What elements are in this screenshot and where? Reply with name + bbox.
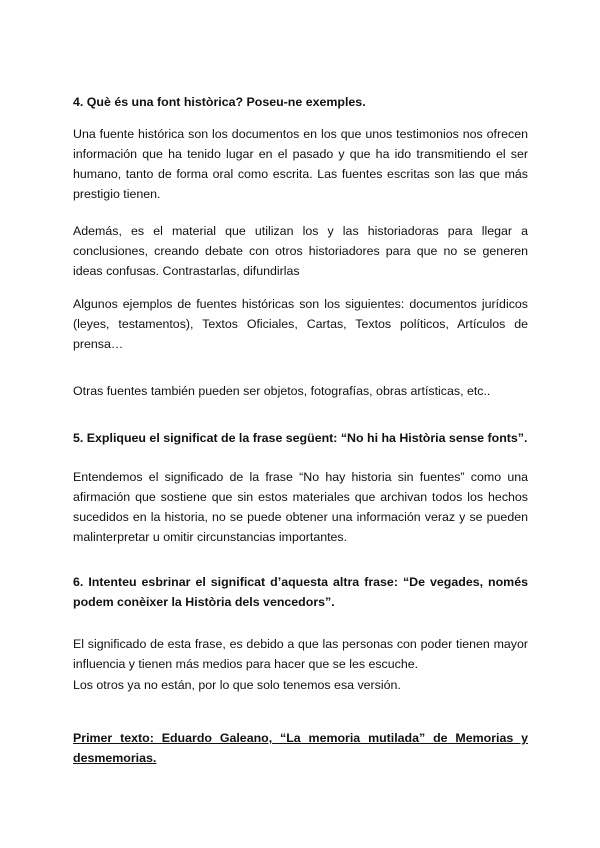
question-4-paragraph-3: Algunos ejemplos de fuentes históricas son los siguientes: documentos jurídicos (leyes, testamentos), Textos Oficiales, Cartas, Textos políticos, Artículos de prensa… <box>73 297 528 351</box>
question-6-heading: 6. Intenteu esbrinar el significat d’aquesta altra frase: “De vegades, només podem conèixer la Història dels vencedors”. <box>73 575 528 609</box>
question-4-paragraph-1: Una fuente histórica son los documentos en los que unos testimonios nos ofrecen información que ha tenido lugar en el pasado y que ha ido transmitiendo el ser humano, tanto de forma oral como escrita. Las fuentes escritas son las que más prestigio tienen. <box>73 127 528 201</box>
question-6-paragraph-2: Los otros ya no están, por lo que solo tenemos esa versión. <box>73 678 401 692</box>
question-4-heading: 4. Què és una font històrica? Poseu-ne exemples. <box>73 95 366 109</box>
question-5-heading: 5. Expliqueu el significat de la frase següent: “No hi ha Història sense fonts”. <box>73 431 528 445</box>
question-4-paragraph-2: Además, es el material que utilizan los y las historiadoras para llegar a conclusiones, creando debate con otros historiadores para que no se generen ideas confusas. Contrastarlas, difundirlas <box>73 224 528 278</box>
question-6-paragraph-1: El significado de esta frase, es debido a que las personas con poder tienen mayor influencia y tienen más medios para hacer que se les escuche. <box>73 637 528 671</box>
question-4-paragraph-4: Otras fuentes también pueden ser objetos, fotografías, obras artísticas, etc.. <box>73 384 491 398</box>
question-5-paragraph-1: Entendemos el significado de la frase “No hay historia sin fuentes” como una afirmación que sostiene que sin estos materiales que archivan todos los hechos sucedidos en la historia, no se puede obtener una información veraz y se pueden malinterpretar u omitir circunstancias importantes. <box>73 470 528 544</box>
next-section-title: Primer texto: Eduardo Galeano, “La memoria mutilada” de Memorias y desmemorias. <box>73 731 528 765</box>
